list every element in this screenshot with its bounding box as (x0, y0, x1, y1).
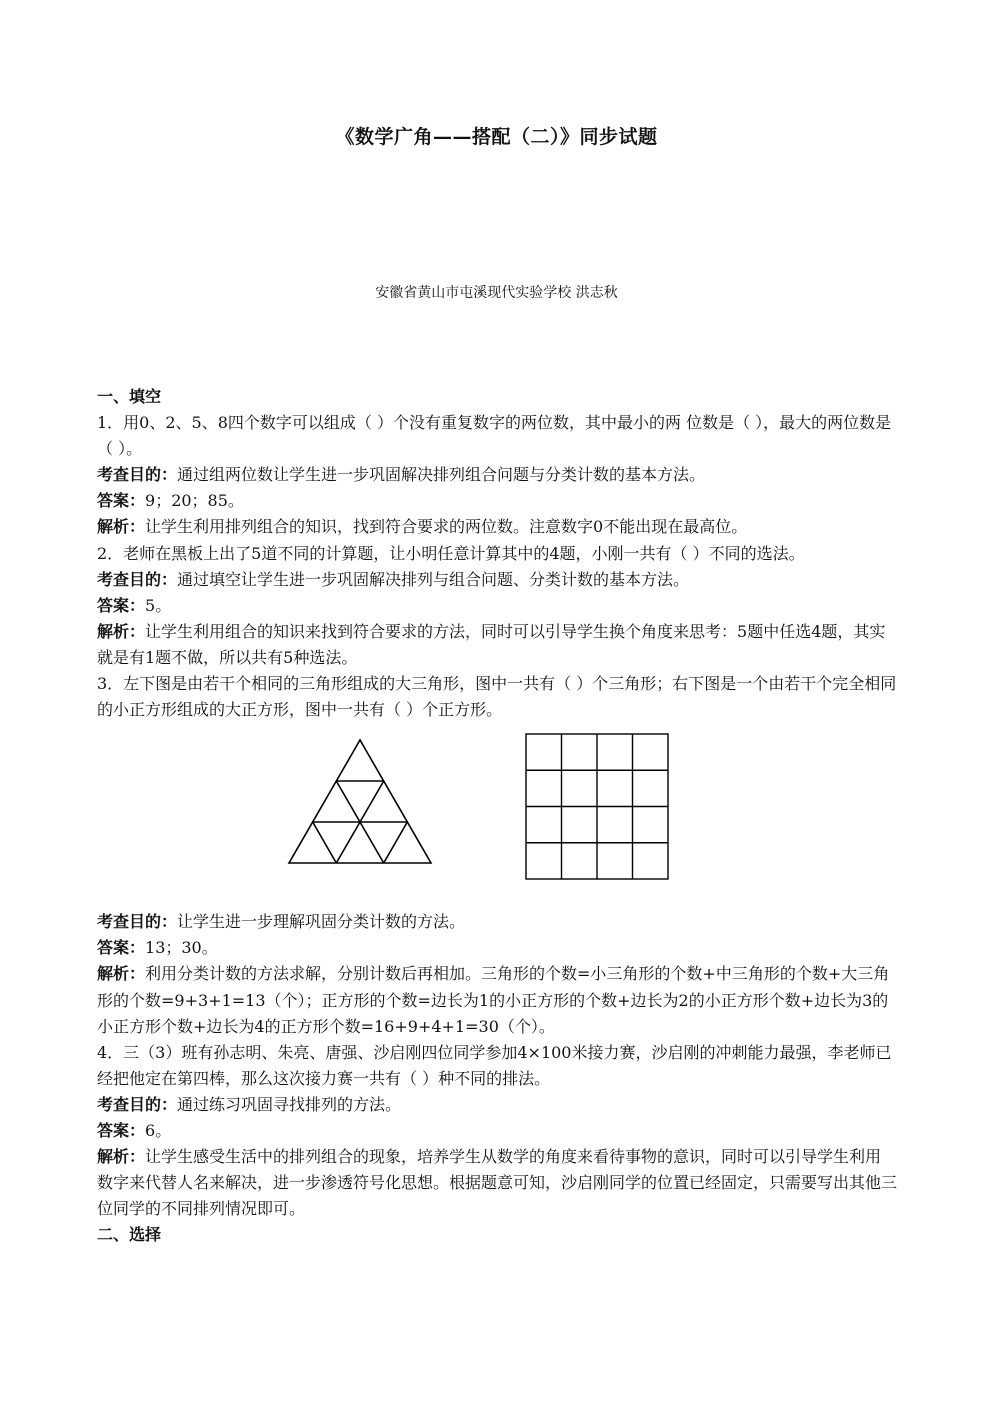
answer-text: 5。 (145, 595, 172, 615)
question-1-text: 1．用0、2、5、8四个数字可以组成（ ）个没有重复数字的两位数，其中最小的两 位数是（ ），最大的两位数是（ ）。 (97, 413, 892, 459)
purpose-label: 考查目的： (97, 1094, 178, 1114)
question-3-purpose (97, 909, 897, 935)
question-2-purpose (97, 567, 897, 593)
answer-label: 答案： (97, 491, 146, 511)
question-3-text: 3．左下图是由若干个相同的三角形组成的大三角形，图中一共有（ ）个三角形；右下图是一个由若干个完全相同的小正方形组成的大正方形，图中一共有（ ）个正方形。 (97, 674, 897, 720)
question-4-analysis (97, 1144, 897, 1222)
analysis-text: 让学生利用组合的知识来找到符合要求的方法，同时可以引导学生换个角度来思考：5题中任选4题，其实就是有1题不做，所以共有5种选法。 (97, 621, 886, 667)
answer-label: 答案： (97, 938, 146, 958)
purpose-label: 考查目的： (97, 912, 178, 932)
section-heading-choice: 二、选择 (97, 1225, 162, 1245)
analysis-text: 让学生感受生活中的排列组合的现象，培养学生从数学的角度来看待事物的意识，同时可以引导学生利用数字来代替人名来解决，进一步渗透符号化思想。根据题意可知，沙启刚同学的位置已经固定，只需要写出其他三位同学的不同排列情况即可。 (97, 1147, 898, 1219)
question-2-analysis (97, 619, 897, 671)
answer-text: 6。 (145, 1120, 172, 1140)
answer-text: 13；30。 (145, 938, 218, 958)
question-3-figures (97, 723, 897, 909)
purpose-text: 通过练习巩固寻找排列的方法。 (177, 1094, 402, 1114)
question-2-text: 2．老师在黑板上出了5道不同的计算题，让小明任意计算其中的4题，小刚一共有（ ）不同的选法。 (97, 543, 805, 563)
page-title: 《数学广角——搭配（二）》同步试题 (335, 126, 658, 148)
answer-text: 9；20；85。 (145, 491, 244, 511)
analysis-label: 解析： (97, 1147, 146, 1167)
purpose-label: 考查目的： (97, 569, 178, 589)
purpose-label: 考查目的： (97, 465, 178, 485)
question-4-text: 4．三（3）班有孙志明、朱亮、唐强、沙启刚四位同学参加4×100米接力赛，沙启刚的冲刺能力最强，李老师已经把他定在第四棒，那么这次接力赛一共有（ ）种不同的排法。 (97, 1042, 892, 1088)
question-3-answer (97, 935, 897, 961)
analysis-text: 利用分类计数的方法求解，分别计数后再相加。三角形的个数=小三角形的个数+中三角形的个数+大三角形的个数=9+3+1=13（个）；正方形的个数=边长为1的小正方形的个数+边长为2的小正方形个数+边长为3的小正方形个数+边长为4的正方形个数=16+9+4+1=30（个）。 (97, 964, 890, 1036)
purpose-text: 通过填空让学生进一步巩固解决排列与组合问题、分类计数的基本方法。 (177, 569, 690, 589)
worksheet-content (97, 384, 897, 1248)
triangle-diagonal-line (384, 822, 408, 863)
purpose-text: 通过组两位数让学生进一步巩固解决排列组合问题与分类计数的基本方法。 (177, 465, 706, 485)
triangle-diagonal-line (313, 822, 337, 863)
question-4-answer (97, 1118, 897, 1144)
section-heading-fill: 一、填空 (97, 387, 162, 406)
analysis-label: 解析： (97, 964, 146, 984)
author-line: 安徽省黄山市屯溪现代实验学校 洪志秋 (375, 285, 618, 301)
question-1-analysis (97, 514, 897, 540)
question-3-analysis (97, 961, 897, 1039)
purpose-text: 让学生进一步理解巩固分类计数的方法。 (177, 912, 466, 932)
analysis-label: 解析： (97, 517, 146, 537)
large-triangle-outline (289, 740, 431, 863)
square-grid-figure (525, 733, 670, 881)
triangle-figure (287, 738, 433, 864)
answer-label: 答案： (97, 595, 146, 615)
question-1-purpose (97, 462, 897, 488)
question-4-purpose (97, 1092, 897, 1118)
answer-label: 答案： (97, 1120, 146, 1140)
analysis-label: 解析： (97, 621, 146, 641)
question-2-answer (97, 593, 897, 619)
analysis-text: 让学生利用排列组合的知识，找到符合要求的两位数。注意数字0不能出现在最高位。 (145, 517, 748, 537)
question-1-answer (97, 488, 897, 514)
